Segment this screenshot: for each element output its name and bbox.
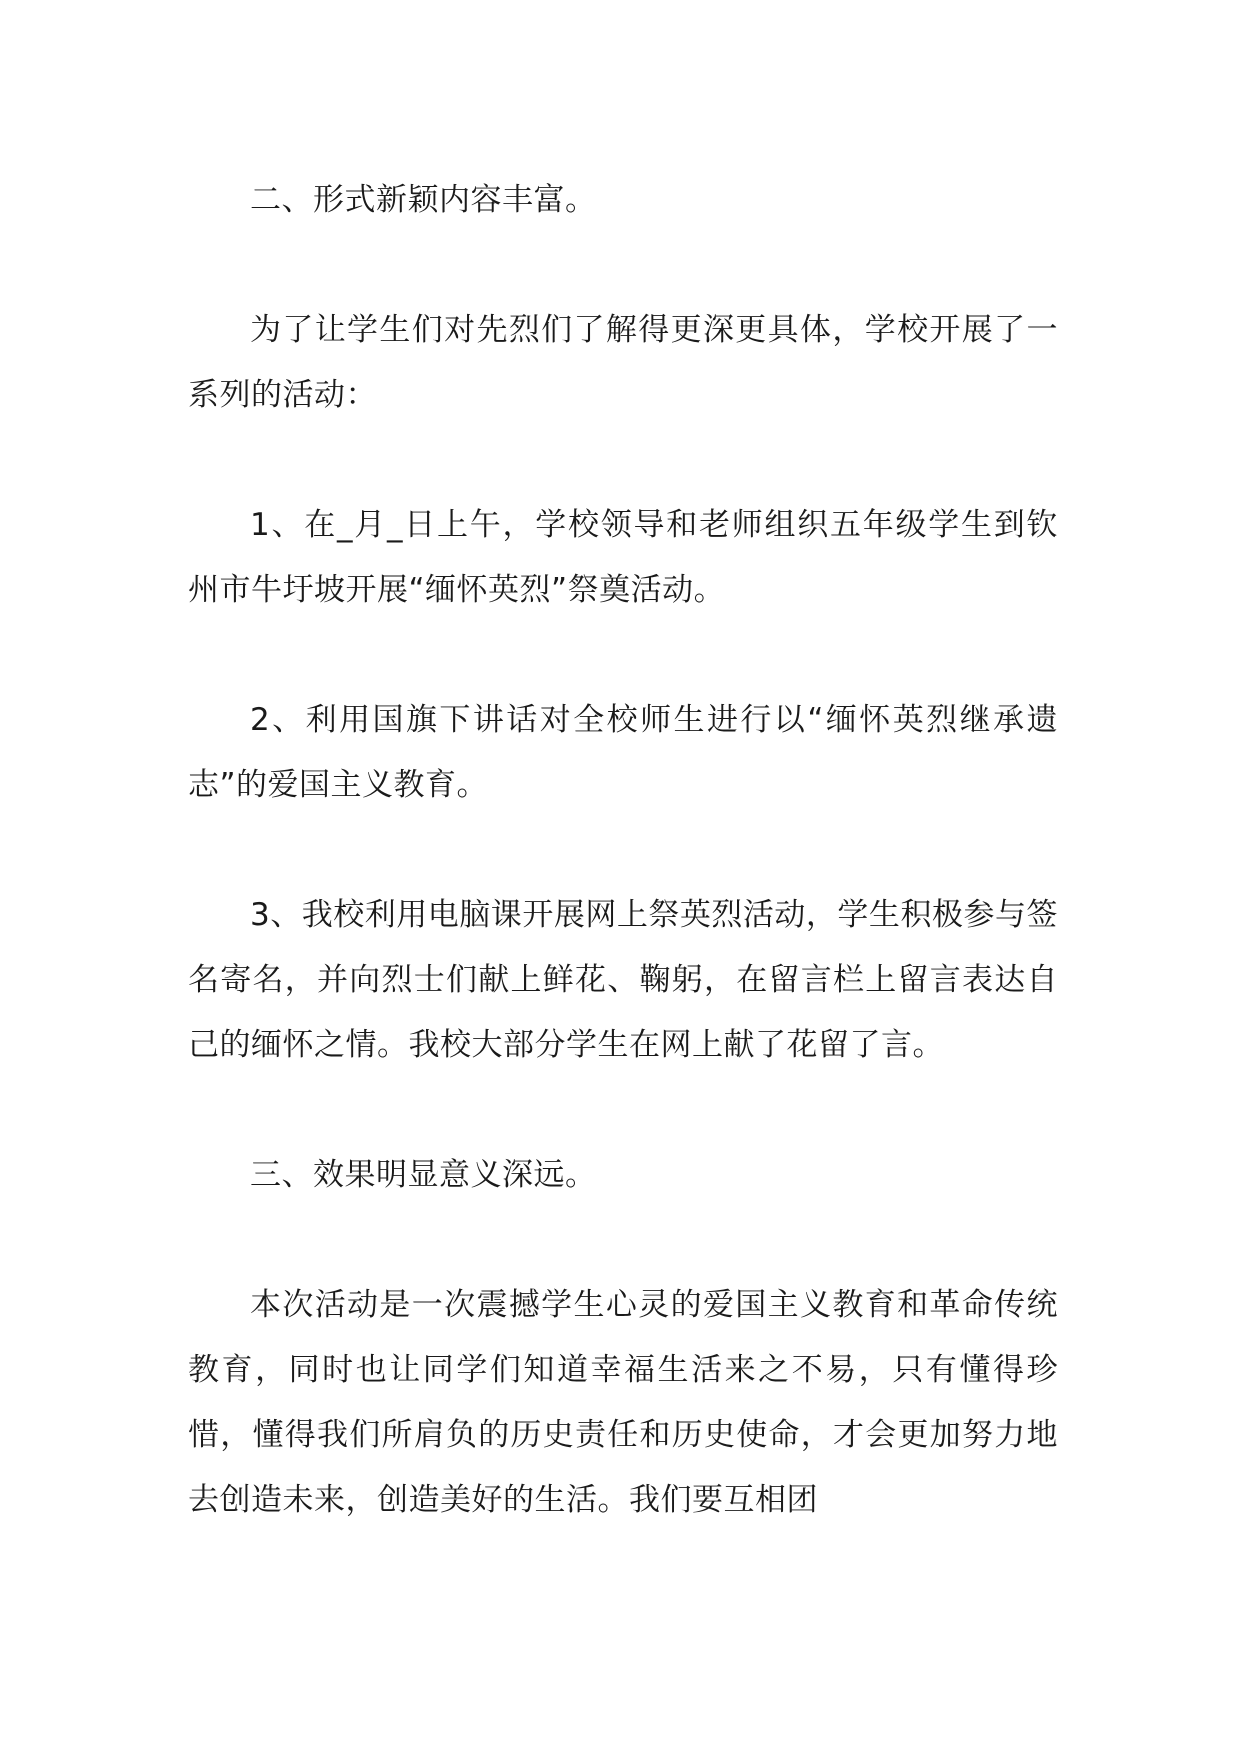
section-heading-3: 三、效果明显意义深远。: [250, 1157, 597, 1193]
document-body: [188, 168, 1058, 1533]
list-item-1: 1、在_月_日上午，学校领导和老师组织五年级学生到钦州市牛圩坡开展“缅怀英烈”祭奠活动。: [188, 507, 1058, 608]
body-paragraph: 本次活动是一次震撼学生心灵的爱国主义教育和革命传统教育，同时也让同学们知道幸福生活来之不易，只有懂得珍惜，懂得我们所肩负的历史责任和历史使命，才会更加努力地去创造未来，创造美好的生活。我们要互相团: [188, 1287, 1058, 1518]
list-item-3: 3、我校利用电脑课开展网上祭英烈活动，学生积极参与签名寄名，并向烈士们献上鲜花、鞠躬，在留言栏上留言表达自己的缅怀之情。我校大部分学生在网上献了花留了言。: [188, 897, 1058, 1063]
body-paragraph: 为了让学生们对先烈们了解得更深更具体，学校开展了一系列的活动：: [188, 312, 1058, 413]
list-item-2: 2、利用国旗下讲话对全校师生进行以“缅怀英烈继承遗志”的爱国主义教育。: [188, 702, 1058, 803]
section-heading-2: 二、形式新颖内容丰富。: [250, 182, 597, 218]
